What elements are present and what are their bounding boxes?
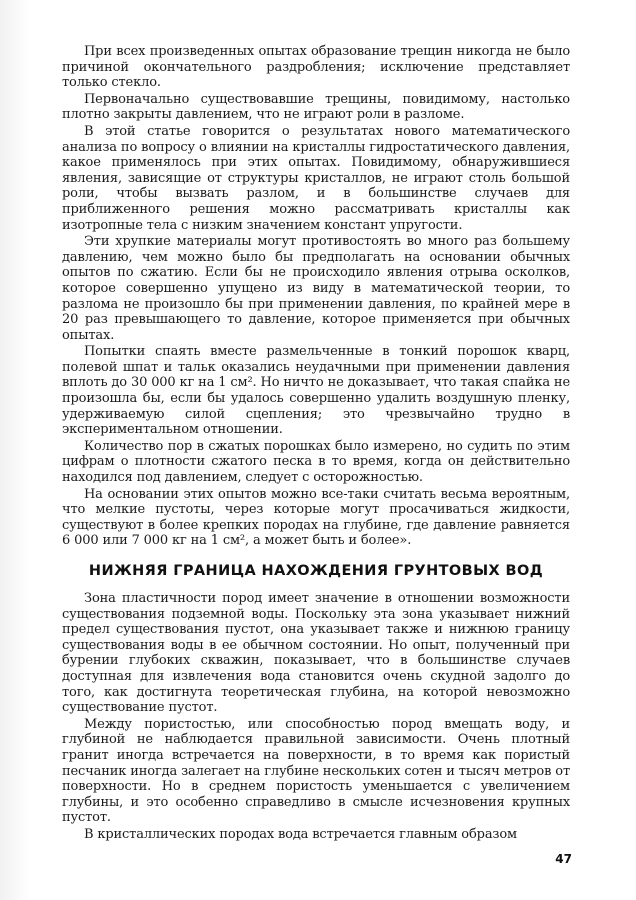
section-heading: НИЖНЯЯ ГРАНИЦА НАХОЖДЕНИЯ ГРУНТОВЫХ ВОД <box>88 563 544 579</box>
paragraph: При всех произведенных опытах образование трещин никогда не было причиной окончательного раздробления; исключение представляет только стекло. <box>62 44 570 91</box>
paragraph: Первоначально существовавшие трещины, повидимому, настолько плотно закрыты давлением, что не играют роли в разломе. <box>62 91 570 123</box>
top-text-block <box>62 44 570 549</box>
paragraph: Зона пластичности пород имеет значение в отношении возможности существования подземной воды. Поскольку эта зона указывает нижний предел существования пустот, она указывает также и нижнюю границу существования воды в ее обычном состоянии. Но опыт, полученный при бурении глубоких скважин, показывает, что в большинстве случаев доступная для извлечения вода становится очень скудной задолго до того, как достигнута теоретическая глубина, на которой невозможно существование пустот. <box>62 591 570 716</box>
paragraph: Между пористостью, или способностью пород вмещать воду, и глубиной не наблюдается правильной зависимости. Очень плотный гранит иногда встречается на поверхности, в то время как пористый песчаник иногда залегает на глубине нескольких сотен и тысяч метров от поверхности. Но в среднем пористость уменьшается с увеличением глубины, и это особенно справедливо в смысле исчезновения крупных пустот. <box>62 716 570 826</box>
paragraph: На основании этих опытов можно все-таки считать весьма вероятным, что мелкие пустоты, через которые могут просачиваться жидкости, существуют в более крепких породах на глубине, где давление равняется 6 000 или 7 000 кг на 1 см², а может быть и более». <box>62 486 570 549</box>
paragraph: В кристаллических породах вода встречается главным образом <box>84 826 518 842</box>
paragraph: Количество пор в сжатых порошках было измерено, но судить по этим цифрам о плотности сжатого песка в то время, когда он действительно находился под давлением, следует с осторожностью. <box>62 438 570 486</box>
paragraph: Эти хрупкие материалы могут противостоять во много раз большему давлению, чем можно было бы предполагать на основании обычных опытов по сжатию. Если бы не происходило явления отрыва осколков, которое совершенно упущено из виду в математической теории, то разлома не произошло бы при применении давления, по крайней мере в 20 раз превышающего то давление, которое применяется при обычных опытах. <box>62 234 570 343</box>
bottom-text-block <box>62 591 570 843</box>
text-column <box>62 44 570 843</box>
paragraph: В этой статье говорится о результатах нового математического анализа по вопросу о влиянии на кристаллы гидростатического давления, какое применялось при этих опытах. Повидимому, обнаружившиеся явления, зависящие от структуры кристаллов, не играют столь большой роли, чтобы вызвать разлом, и в большинстве случаев для приближенного решения можно рассматривать кристаллы как изотропные тела с низким значением констант упругости. <box>62 123 570 233</box>
paragraph: Попытки спаять вместе размельченные в тонкий порошок кварц, полевой шпат и тальк оказались неудачными при применении давления вплоть до 30 000 кг на 1 см². Но ничто не доказывает, что такая спайка не произошла бы, если бы удалось совершенно удалить воздушную пленку, удерживаемую силой сцепления; это чрезвычайно трудно в экспериментальном отношении. <box>62 344 570 438</box>
page-number: 47 <box>555 852 572 866</box>
